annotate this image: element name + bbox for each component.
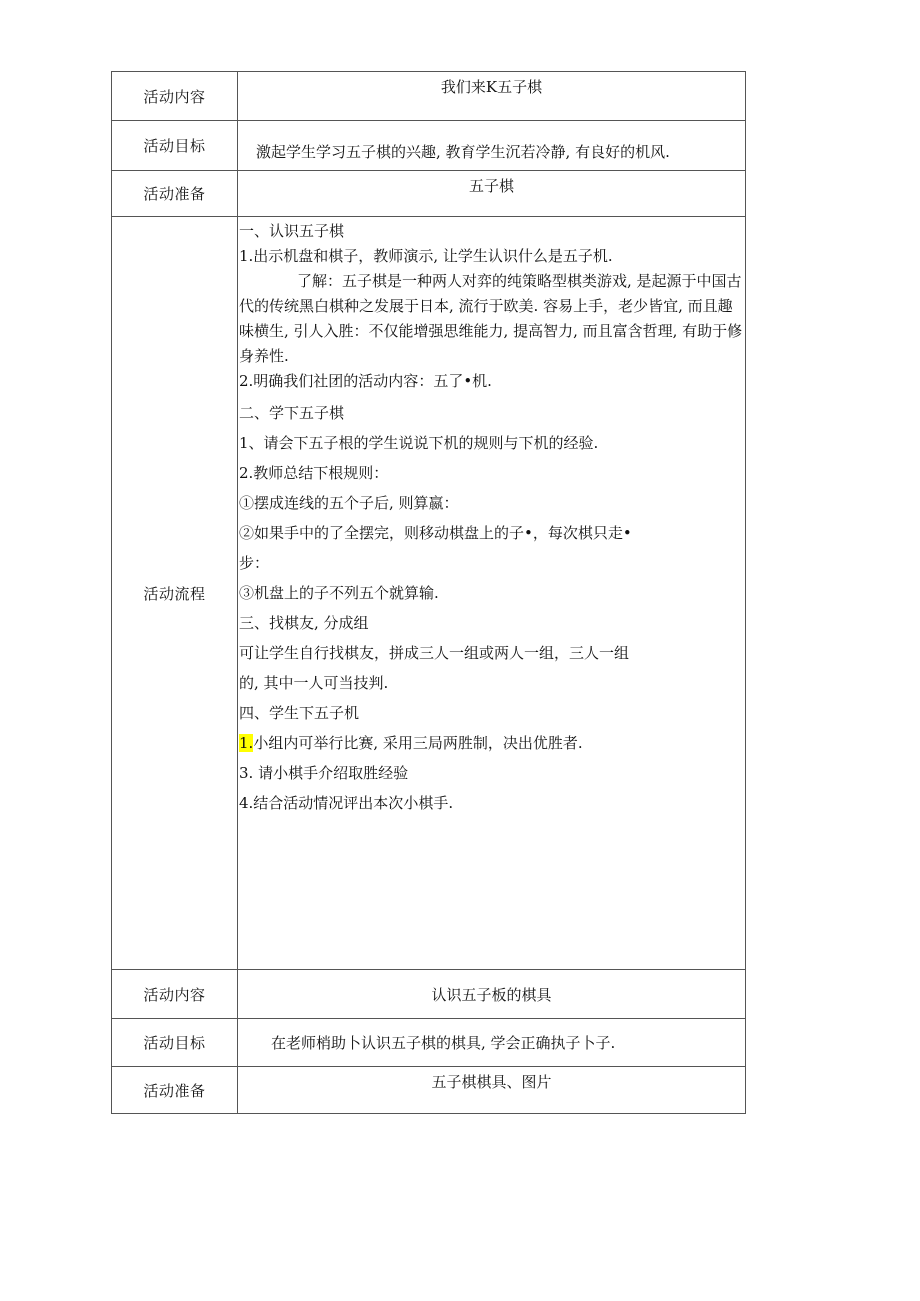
value-goal: 激起学生学习五子棋的兴趣, 教育学生沉若冷静, 有良好的机风. bbox=[238, 121, 746, 171]
value-content: 认识五子板的棋具 bbox=[238, 970, 746, 1019]
flow-line: 1、请会下五子根的学生说说下机的规则与下机的经验. bbox=[239, 434, 599, 452]
label-content: 活动内容 bbox=[112, 970, 238, 1019]
value-prep: 五子棋棋具、图片 bbox=[238, 1067, 746, 1114]
row-prep-2 bbox=[112, 1067, 746, 1114]
label-content: 活动内容 bbox=[112, 72, 238, 121]
label-prep: 活动准备 bbox=[112, 1067, 238, 1114]
row-content-2 bbox=[112, 970, 746, 1019]
label-flow: 活动流程 bbox=[112, 217, 238, 970]
rule-item: ②如果手中的了全摆完，则移动棋盘上的子•，每次棋只走• bbox=[239, 524, 632, 542]
row-flow bbox=[112, 217, 746, 970]
section-heading: 一、认识五子棋 bbox=[239, 222, 345, 240]
row-content-1 bbox=[112, 72, 746, 121]
flow-line: 2.明确我们社团的活动内容：五了•机. bbox=[239, 372, 492, 390]
section-heading: 四、学生下五子机 bbox=[239, 704, 360, 722]
row-prep-1 bbox=[112, 171, 746, 217]
value-goal: 在老师梢助卜认识五子棋的棋具, 学会正确执子卜子. bbox=[238, 1019, 746, 1067]
section-heading: 二、学下五子棋 bbox=[239, 404, 345, 422]
flow-line: 3. 请小棋手介绍取胜经验 bbox=[239, 764, 409, 782]
value-content: 我们来K五子棋 bbox=[238, 72, 746, 121]
flow-line: 的, 其中一人可当技判. bbox=[239, 674, 389, 692]
flow-cell bbox=[238, 217, 746, 970]
flow-paragraph: 了解：五子棋是一种两人对弈的纯策略型棋类游戏, 是起源于中国古代的传统黑白棋种之发展于日本, 流行于欧美. 容易上手，老少皆宜, 而且趣味横生, 引人入胜：不仅能增强思维能力, 提高智力, 而且富含哲理, 有助于修身养性. bbox=[239, 272, 743, 365]
flow-line bbox=[239, 732, 743, 754]
label-goal: 活动目标 bbox=[112, 1019, 238, 1067]
flow-line: 1.出示机盘和棋子，教师演示, 让学生认识什么是五子机. bbox=[239, 247, 613, 265]
section-heading: 三、找棋友, 分成组 bbox=[239, 614, 369, 632]
value-prep: 五子棋 bbox=[238, 171, 746, 217]
highlighted-number: 1. bbox=[239, 734, 254, 752]
row-goal-1 bbox=[112, 121, 746, 171]
rule-item: ①摆成连线的五个子后, 则算嬴： bbox=[239, 494, 459, 512]
label-goal: 活动目标 bbox=[112, 121, 238, 171]
flow-content bbox=[238, 217, 745, 814]
flow-line: 2.教师总结下根规则： bbox=[239, 464, 389, 482]
flow-line: 可让学生自行找棋友，拼成三人一组或两人一组，三人一组 bbox=[239, 644, 630, 662]
row-goal-2 bbox=[112, 1019, 746, 1067]
activity-plan-table bbox=[111, 71, 746, 1114]
rule-item: ③机盘上的子不列五个就算输. bbox=[239, 584, 439, 602]
rule-item-cont: 步： bbox=[239, 554, 270, 572]
label-prep: 活动准备 bbox=[112, 171, 238, 217]
flow-line-text: 小组内可举行比赛, 采用三局两胜制，决出优胜者. bbox=[253, 734, 583, 752]
flow-line: 4.结合活动情况评出本次小棋手. bbox=[239, 794, 454, 812]
